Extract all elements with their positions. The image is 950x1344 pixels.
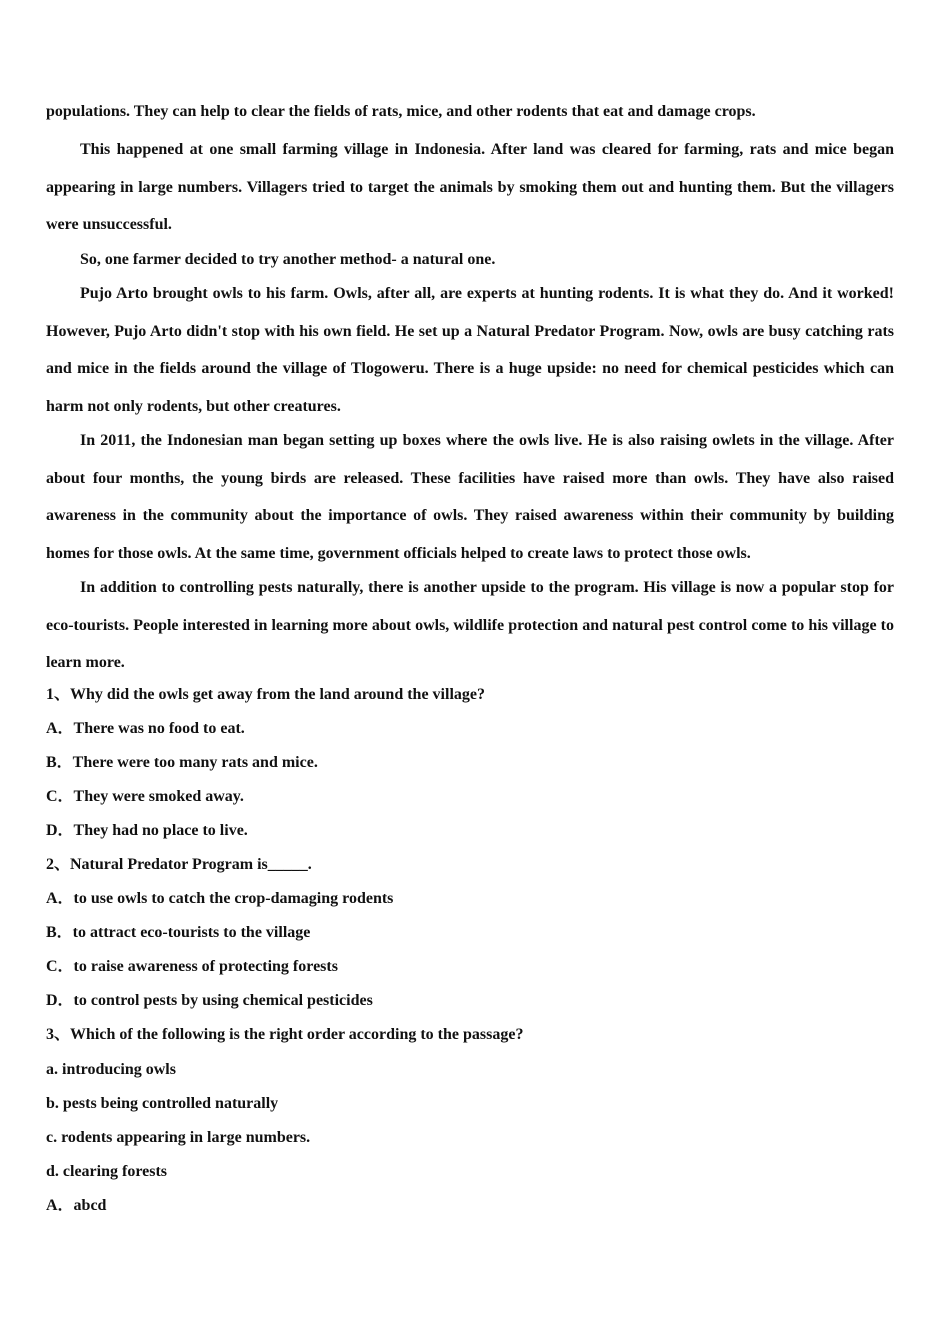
- question-3-item-d: d. clearing forests: [46, 1162, 168, 1180]
- passage-paragraph-4: Pujo Arto brought owls to his farm. Owls, after all, are experts at hunting rodents. It is what they do. And it worked! However, Pujo Arto didn't stop with his own field. He set up a Natural Predator Program. Now, owls are busy catching rats and mice in the fields around the village of Tlogoweru. There is a huge upside: no need for chemical pesticides which can harm not only rodents, but other creatures.: [46, 285, 894, 415]
- question-1-option-d: D．They had no place to live.: [46, 821, 248, 839]
- question-2-option-d: D．to control pests by using chemical pesticides: [46, 992, 373, 1010]
- passage-paragraph-2: This happened at one small farming village in Indonesia. After land was cleared for farming, rats and mice began appearing in large numbers. Villagers tried to target the animals by smoking them out and hunting them. But the villagers were unsuccessful.: [46, 141, 894, 233]
- question-3-option-a: A．abcd: [46, 1196, 107, 1214]
- question-2-option-a: A．to use owls to catch the crop-damaging rodents: [46, 890, 394, 908]
- question-3-stem: 3、Which of the following is the right order according to the passage?: [46, 1026, 524, 1044]
- passage-paragraph-1: populations. They can help to clear the fields of rats, mice, and other rodents that eat and damage crops.: [46, 103, 756, 120]
- question-3-item-b: b. pests being controlled naturally: [46, 1094, 279, 1112]
- reading-passage: [46, 100, 894, 682]
- question-3: [46, 1018, 894, 1223]
- question-1-stem: 1、Why did the owls get away from the land around the village?: [46, 685, 485, 703]
- question-3-item-c: c. rodents appearing in large numbers.: [46, 1128, 311, 1146]
- question-1-option-a: A．There was no food to eat.: [46, 719, 245, 737]
- question-2-option-b: B．to attract eco-tourists to the village: [46, 924, 311, 942]
- passage-paragraph-3: So, one farmer decided to try another method- a natural one.: [80, 250, 496, 268]
- document-page: [46, 100, 894, 1223]
- question-2-stem: 2、Natural Predator Program is_____.: [46, 855, 312, 873]
- passage-paragraph-5: In 2011, the Indonesian man began setting up boxes where the owls live. He is also raising owlets in the village. After about four months, the young birds are released. These facilities have raised more than owls. They have also raised awareness in the community about the importance of owls. They raised awareness within their community by building homes for those owls. At the same time, government officials helped to create laws to protect those owls.: [46, 432, 894, 562]
- question-2-option-c: C．to raise awareness of protecting forests: [46, 958, 338, 976]
- question-3-item-a: a. introducing owls: [46, 1060, 176, 1078]
- question-1-option-b: B．There were too many rats and mice.: [46, 753, 318, 771]
- question-1: [46, 678, 894, 848]
- passage-paragraph-6: In addition to controlling pests naturally, there is another upside to the program. His village is now a popular stop for eco-tourists. People interested in learning more about owls, wildlife protection and natural pest control come to his village to learn more.: [46, 579, 894, 671]
- question-2: [46, 848, 894, 1018]
- question-1-option-c: C．They were smoked away.: [46, 787, 244, 805]
